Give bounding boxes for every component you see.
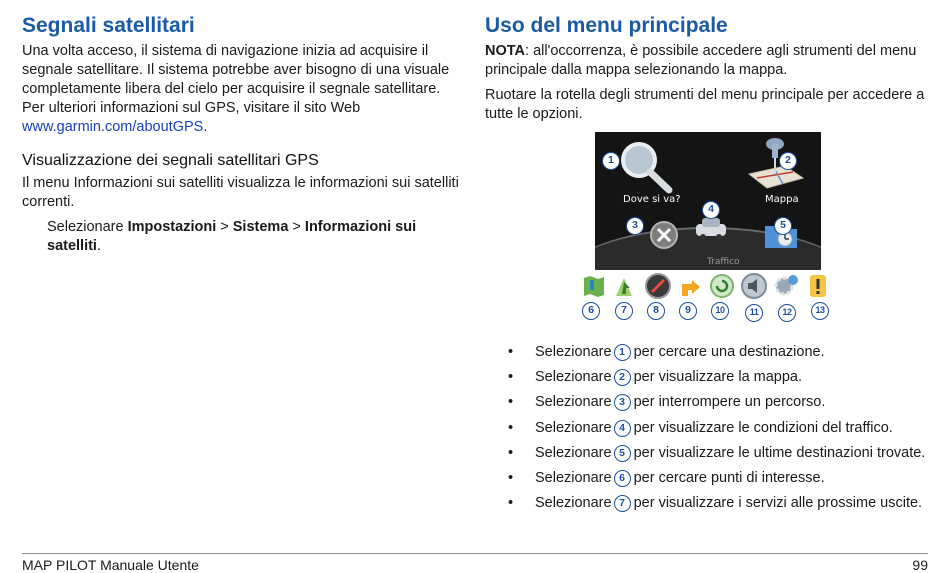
bullet-pre: Selezionare [535,369,612,386]
main-menu-figure [577,132,842,327]
callout-8: 8 [647,302,665,320]
bullet-callout: 1 [614,344,631,361]
bullet-text: per cercare punti di interesse. [633,470,825,487]
magnifier-icon [615,138,675,194]
bullet-text: per visualizzare i servizi alle prossime uscite. [633,495,923,512]
callout-2: 2 [779,152,797,170]
bullet-dot: • [508,344,514,361]
alert-tool-icon [804,272,832,300]
route-tool-icon [676,272,704,300]
section-title-main-menu: Uso del menu principale [485,14,728,37]
bullet-text: per visualizzare le condizioni del traffico. [633,419,893,436]
satellite-paragraph-text: Una volta acceso, il sistema di navigazione inizia ad acquisire il segnale satellitare. Il sistema potrebbe aver bisogno di una visuale completamente libera del cielo per acquisire il segnale satellitare. Per ulteriori informazioni sul GPS, visitare il sito Web [22,43,450,116]
callout-13: 13 [811,302,829,320]
step-suffix: . [96,238,101,254]
link-suffix: . [203,119,208,135]
step-sep-2: > [288,219,305,235]
step-item-info-satelliti: Informazioni sui satelliti [47,219,417,254]
exit-services-icon [612,272,640,300]
gps-step [22,218,462,256]
callout-3: 3 [626,217,644,235]
list-item [508,340,925,365]
bullet-text: per visualizzare la mappa. [633,369,803,386]
list-item [508,441,925,466]
menu-options-list [508,340,925,516]
callout-12: 12 [778,304,796,322]
garmin-gps-link[interactable]: www.garmin.com/aboutGPS [22,119,204,135]
footer-manual-title: MAP PILOT Manuale Utente [22,557,199,573]
list-item [508,365,925,390]
callout-9: 9 [679,302,697,320]
rotate-paragraph: Ruotare la rotella degli strumenti del menu principale per accedere a tutte le opzioni. [485,87,925,122]
map-pin-icon [745,136,807,192]
step-prefix: Selezionare [47,219,128,235]
callout-10: 10 [711,302,729,320]
bullet-pre: Selezionare [535,394,612,411]
step-item-impostazioni: Impostazioni [127,219,217,235]
bullet-pre: Selezionare [535,495,612,512]
gps-paragraph: Il menu Informazioni sui satelliti visualizza le informazioni sui satelliti correnti. [22,175,459,210]
bullet-callout: 2 [614,369,631,386]
note-label: NOTA [485,43,526,59]
bullet-callout: 4 [614,420,631,437]
label-map: Mappa [765,194,799,205]
compass-tool-icon [644,272,672,300]
bullet-dot: • [508,495,514,512]
page-number: 99 [912,557,928,573]
label-traffic: Traffico [707,257,740,267]
callout-11: 11 [745,304,763,322]
settings-tool-icon [772,272,800,300]
volume-tool-icon [740,272,768,300]
list-item [508,466,925,491]
left-column [22,12,462,262]
list-item [508,390,925,415]
bullet-callout: 3 [614,394,631,411]
bullet-pre: Selezionare [535,344,612,361]
section-title-satellite: Segnali satellitari [22,14,195,37]
callout-4: 4 [702,201,720,219]
bullet-pre: Selezionare [535,419,612,436]
callout-6: 6 [582,302,600,320]
stop-route-icon [649,220,679,250]
list-item [508,491,925,516]
footer-divider [22,553,928,554]
callout-1: 1 [602,152,620,170]
bullet-dot: • [508,369,514,386]
bullet-pre: Selezionare [535,444,612,461]
subsection-title-gps: Visualizzazione dei segnali satellitari GPS [22,152,319,169]
bullet-callout: 6 [614,470,631,487]
poi-tool-icon [580,272,608,300]
bullet-callout: 7 [614,495,631,512]
callout-7: 7 [615,302,633,320]
bullet-text: per cercare una destinazione. [633,344,825,361]
bullet-callout: 5 [614,445,631,462]
note-text: : all'occorrenza, è possibile accedere agli strumenti del menu principale dalla mappa selezionando la mappa. [485,43,917,78]
step-sep-1: > [216,219,233,235]
bullet-dot: • [508,470,514,487]
bullet-pre: Selezionare [535,470,612,487]
step-item-sistema: Sistema [232,219,289,235]
right-column [485,12,925,130]
detour-tool-icon [708,272,736,300]
satellite-paragraph [22,42,462,137]
bullet-dot: • [508,444,514,461]
bullet-dot: • [508,419,514,436]
bullet-text: per visualizzare le ultime destinazioni trovate. [633,444,926,461]
bullet-dot: • [508,394,514,411]
bullet-text: per interrompere un percorso. [633,394,826,411]
label-where-to: Dove si va? [623,194,681,205]
note-paragraph [485,42,925,80]
list-item [508,416,925,441]
callout-5: 5 [774,217,792,235]
